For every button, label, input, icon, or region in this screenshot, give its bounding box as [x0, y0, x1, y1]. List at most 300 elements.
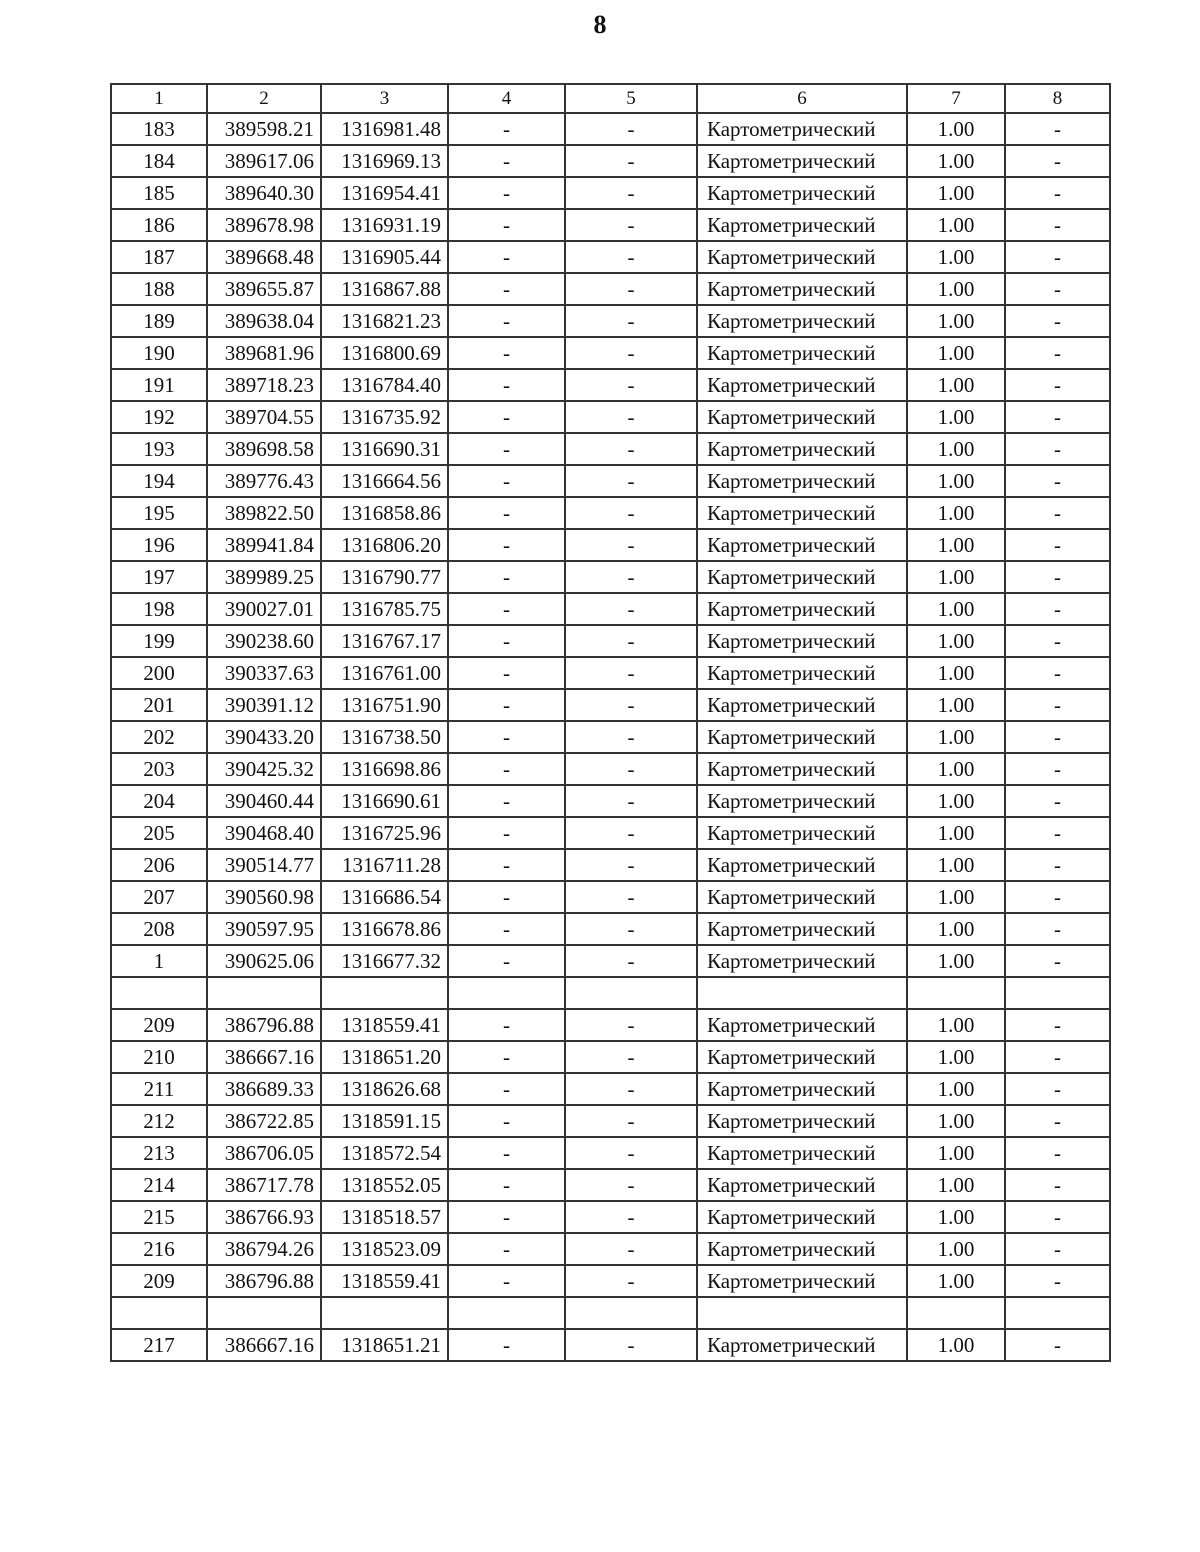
column-4-cell: -	[448, 625, 565, 657]
column-8-cell: -	[1005, 625, 1110, 657]
method-cell: Картометрический	[697, 561, 907, 593]
column-8-cell: -	[1005, 241, 1110, 273]
y-coordinate-cell: 1316767.17	[321, 625, 448, 657]
accuracy-cell: 1.00	[907, 785, 1005, 817]
method-cell: Картометрический	[697, 657, 907, 689]
column-8-cell	[1005, 977, 1110, 1009]
y-coordinate-cell: 1316931.19	[321, 209, 448, 241]
column-4-cell: -	[448, 1233, 565, 1265]
column-8-cell: -	[1005, 113, 1110, 145]
method-cell	[697, 977, 907, 1009]
x-coordinate-cell: 390460.44	[207, 785, 321, 817]
accuracy-cell: 1.00	[907, 849, 1005, 881]
y-coordinate-cell: 1318572.54	[321, 1137, 448, 1169]
column-4-cell: -	[448, 497, 565, 529]
method-cell: Картометрический	[697, 113, 907, 145]
point-number-cell: 204	[111, 785, 207, 817]
column-4-cell: -	[448, 113, 565, 145]
method-cell: Картометрический	[697, 209, 907, 241]
x-coordinate-cell: 386794.26	[207, 1233, 321, 1265]
point-number-cell	[111, 1297, 207, 1329]
table-row	[111, 561, 1110, 593]
table-row	[111, 497, 1110, 529]
accuracy-cell: 1.00	[907, 1041, 1005, 1073]
column-5-cell: -	[565, 465, 697, 497]
table-row	[111, 817, 1110, 849]
point-number-cell: 211	[111, 1073, 207, 1105]
accuracy-cell: 1.00	[907, 1009, 1005, 1041]
accuracy-cell: 1.00	[907, 113, 1005, 145]
x-coordinate-cell: 386717.78	[207, 1169, 321, 1201]
table-row	[111, 1137, 1110, 1169]
table-row	[111, 1329, 1110, 1361]
method-cell: Картометрический	[697, 465, 907, 497]
column-5-cell: -	[565, 1073, 697, 1105]
table-row	[111, 1105, 1110, 1137]
table-row	[111, 913, 1110, 945]
column-8-cell: -	[1005, 209, 1110, 241]
column-4-cell: -	[448, 465, 565, 497]
column-5-cell: -	[565, 849, 697, 881]
x-coordinate-cell: 390625.06	[207, 945, 321, 977]
x-coordinate-cell: 386722.85	[207, 1105, 321, 1137]
y-coordinate-cell: 1316905.44	[321, 241, 448, 273]
point-number-cell: 209	[111, 1265, 207, 1297]
column-5-cell: -	[565, 241, 697, 273]
x-coordinate-cell: 390433.20	[207, 721, 321, 753]
column-4-cell: -	[448, 689, 565, 721]
column-8-cell: -	[1005, 497, 1110, 529]
x-coordinate-cell: 390514.77	[207, 849, 321, 881]
column-4-cell: -	[448, 1073, 565, 1105]
accuracy-cell: 1.00	[907, 1105, 1005, 1137]
column-5-cell: -	[565, 881, 697, 913]
column-header: 2	[207, 84, 321, 113]
x-coordinate-cell: 389822.50	[207, 497, 321, 529]
table-row	[111, 529, 1110, 561]
x-coordinate-cell: 390337.63	[207, 657, 321, 689]
column-header: 6	[697, 84, 907, 113]
y-coordinate-cell: 1316677.32	[321, 945, 448, 977]
x-coordinate-cell: 389668.48	[207, 241, 321, 273]
point-number-cell: 217	[111, 1329, 207, 1361]
accuracy-cell: 1.00	[907, 817, 1005, 849]
accuracy-cell: 1.00	[907, 145, 1005, 177]
column-5-cell: -	[565, 369, 697, 401]
method-cell: Картометрический	[697, 529, 907, 561]
column-5-cell: -	[565, 145, 697, 177]
point-number-cell: 202	[111, 721, 207, 753]
point-number-cell: 193	[111, 433, 207, 465]
column-5-cell: -	[565, 657, 697, 689]
y-coordinate-cell: 1318591.15	[321, 1105, 448, 1137]
x-coordinate-cell: 389638.04	[207, 305, 321, 337]
column-8-cell: -	[1005, 1169, 1110, 1201]
y-coordinate-cell: 1316686.54	[321, 881, 448, 913]
column-header: 1	[111, 84, 207, 113]
point-number-cell: 184	[111, 145, 207, 177]
point-number-cell: 195	[111, 497, 207, 529]
column-4-cell: -	[448, 1009, 565, 1041]
table-row	[111, 1073, 1110, 1105]
column-8-cell: -	[1005, 1073, 1110, 1105]
column-5-cell: -	[565, 209, 697, 241]
column-8-cell: -	[1005, 753, 1110, 785]
accuracy-cell: 1.00	[907, 177, 1005, 209]
column-5-cell: -	[565, 113, 697, 145]
y-coordinate-cell	[321, 1297, 448, 1329]
column-4-cell: -	[448, 785, 565, 817]
point-number-cell: 1	[111, 945, 207, 977]
table-row	[111, 145, 1110, 177]
column-5-cell: -	[565, 497, 697, 529]
method-cell: Картометрический	[697, 1073, 907, 1105]
column-4-cell: -	[448, 945, 565, 977]
accuracy-cell: 1.00	[907, 561, 1005, 593]
point-number-cell: 192	[111, 401, 207, 433]
x-coordinate-cell: 386796.88	[207, 1265, 321, 1297]
method-cell: Картометрический	[697, 625, 907, 657]
method-cell: Картометрический	[697, 337, 907, 369]
column-8-cell: -	[1005, 561, 1110, 593]
point-number-cell: 199	[111, 625, 207, 657]
method-cell: Картометрический	[697, 433, 907, 465]
column-8-cell: -	[1005, 337, 1110, 369]
y-coordinate-cell: 1316784.40	[321, 369, 448, 401]
column-8-cell: -	[1005, 1009, 1110, 1041]
accuracy-cell: 1.00	[907, 945, 1005, 977]
coordinates-table	[110, 83, 1111, 1362]
method-cell: Картометрический	[697, 1201, 907, 1233]
column-4-cell	[448, 977, 565, 1009]
column-4-cell: -	[448, 913, 565, 945]
point-number-cell: 188	[111, 273, 207, 305]
accuracy-cell: 1.00	[907, 497, 1005, 529]
column-4-cell: -	[448, 1137, 565, 1169]
point-number-cell: 201	[111, 689, 207, 721]
table-row	[111, 593, 1110, 625]
accuracy-cell: 1.00	[907, 465, 1005, 497]
x-coordinate-cell: 389698.58	[207, 433, 321, 465]
accuracy-cell: 1.00	[907, 305, 1005, 337]
accuracy-cell: 1.00	[907, 1329, 1005, 1361]
y-coordinate-cell: 1316678.86	[321, 913, 448, 945]
column-8-cell: -	[1005, 1201, 1110, 1233]
x-coordinate-cell: 389718.23	[207, 369, 321, 401]
method-cell: Картометрический	[697, 721, 907, 753]
table-row	[111, 273, 1110, 305]
column-8-cell: -	[1005, 401, 1110, 433]
x-coordinate-cell: 390425.32	[207, 753, 321, 785]
y-coordinate-cell: 1318523.09	[321, 1233, 448, 1265]
y-coordinate-cell: 1316790.77	[321, 561, 448, 593]
y-coordinate-cell: 1316698.86	[321, 753, 448, 785]
column-4-cell: -	[448, 241, 565, 273]
column-5-cell: -	[565, 817, 697, 849]
table-row	[111, 657, 1110, 689]
column-4-cell: -	[448, 1041, 565, 1073]
method-cell: Картометрический	[697, 881, 907, 913]
y-coordinate-cell: 1316981.48	[321, 113, 448, 145]
column-8-cell: -	[1005, 1233, 1110, 1265]
column-5-cell: -	[565, 1265, 697, 1297]
point-number-cell: 208	[111, 913, 207, 945]
y-coordinate-cell: 1318552.05	[321, 1169, 448, 1201]
column-4-cell: -	[448, 721, 565, 753]
y-coordinate-cell: 1316738.50	[321, 721, 448, 753]
column-5-cell: -	[565, 1009, 697, 1041]
x-coordinate-cell: 386667.16	[207, 1329, 321, 1361]
y-coordinate-cell: 1316800.69	[321, 337, 448, 369]
x-coordinate-cell: 390597.95	[207, 913, 321, 945]
column-5-cell: -	[565, 337, 697, 369]
y-coordinate-cell: 1316867.88	[321, 273, 448, 305]
column-5-cell: -	[565, 753, 697, 785]
point-number-cell: 185	[111, 177, 207, 209]
column-5-cell: -	[565, 177, 697, 209]
point-number-cell: 189	[111, 305, 207, 337]
point-number-cell: 197	[111, 561, 207, 593]
y-coordinate-cell: 1316821.23	[321, 305, 448, 337]
page-number: 8	[593, 10, 607, 39]
method-cell: Картометрический	[697, 689, 907, 721]
y-coordinate-cell: 1316751.90	[321, 689, 448, 721]
table-row	[111, 945, 1110, 977]
y-coordinate-cell: 1318651.21	[321, 1329, 448, 1361]
column-8-cell: -	[1005, 817, 1110, 849]
column-4-cell: -	[448, 849, 565, 881]
accuracy-cell: 1.00	[907, 529, 1005, 561]
method-cell: Картометрический	[697, 401, 907, 433]
point-number-cell: 212	[111, 1105, 207, 1137]
column-8-cell: -	[1005, 945, 1110, 977]
table-row	[111, 305, 1110, 337]
point-number-cell: 205	[111, 817, 207, 849]
accuracy-cell: 1.00	[907, 1265, 1005, 1297]
column-4-cell: -	[448, 273, 565, 305]
accuracy-cell: 1.00	[907, 881, 1005, 913]
column-8-cell: -	[1005, 145, 1110, 177]
accuracy-cell	[907, 1297, 1005, 1329]
y-coordinate-cell: 1316785.75	[321, 593, 448, 625]
point-number-cell: 183	[111, 113, 207, 145]
column-4-cell: -	[448, 369, 565, 401]
accuracy-cell: 1.00	[907, 241, 1005, 273]
point-number-cell: 214	[111, 1169, 207, 1201]
table-row	[111, 465, 1110, 497]
method-cell: Картометрический	[697, 945, 907, 977]
y-coordinate-cell: 1316725.96	[321, 817, 448, 849]
accuracy-cell: 1.00	[907, 625, 1005, 657]
x-coordinate-cell: 389989.25	[207, 561, 321, 593]
column-5-cell: -	[565, 785, 697, 817]
column-header: 3	[321, 84, 448, 113]
column-8-cell: -	[1005, 721, 1110, 753]
x-coordinate-cell: 390468.40	[207, 817, 321, 849]
point-number-cell: 203	[111, 753, 207, 785]
y-coordinate-cell: 1316761.00	[321, 657, 448, 689]
column-4-cell: -	[448, 209, 565, 241]
table-row	[111, 881, 1110, 913]
y-coordinate-cell: 1318518.57	[321, 1201, 448, 1233]
method-cell: Картометрический	[697, 817, 907, 849]
column-5-cell: -	[565, 433, 697, 465]
point-number-cell: 198	[111, 593, 207, 625]
table-row	[111, 721, 1110, 753]
method-cell: Картометрический	[697, 1009, 907, 1041]
method-cell: Картометрический	[697, 497, 907, 529]
column-header: 8	[1005, 84, 1110, 113]
x-coordinate-cell: 390560.98	[207, 881, 321, 913]
accuracy-cell: 1.00	[907, 1233, 1005, 1265]
y-coordinate-cell: 1316690.61	[321, 785, 448, 817]
column-5-cell: -	[565, 1041, 697, 1073]
column-5-cell: -	[565, 305, 697, 337]
x-coordinate-cell	[207, 977, 321, 1009]
x-coordinate-cell: 386667.16	[207, 1041, 321, 1073]
y-coordinate-cell: 1318559.41	[321, 1265, 448, 1297]
column-8-cell: -	[1005, 593, 1110, 625]
point-number-cell: 207	[111, 881, 207, 913]
x-coordinate-cell: 389704.55	[207, 401, 321, 433]
accuracy-cell: 1.00	[907, 1169, 1005, 1201]
column-5-cell	[565, 1297, 697, 1329]
method-cell: Картометрический	[697, 177, 907, 209]
x-coordinate-cell: 389655.87	[207, 273, 321, 305]
column-8-cell: -	[1005, 881, 1110, 913]
table-row	[111, 1201, 1110, 1233]
accuracy-cell: 1.00	[907, 753, 1005, 785]
x-coordinate-cell: 389776.43	[207, 465, 321, 497]
table-row	[111, 1297, 1110, 1329]
table-row	[111, 1233, 1110, 1265]
accuracy-cell: 1.00	[907, 433, 1005, 465]
method-cell	[697, 1297, 907, 1329]
column-5-cell: -	[565, 945, 697, 977]
column-8-cell: -	[1005, 1041, 1110, 1073]
accuracy-cell: 1.00	[907, 369, 1005, 401]
x-coordinate-cell: 386706.05	[207, 1137, 321, 1169]
method-cell: Картометрический	[697, 1169, 907, 1201]
column-8-cell: -	[1005, 433, 1110, 465]
table-row	[111, 337, 1110, 369]
column-4-cell: -	[448, 401, 565, 433]
method-cell: Картометрический	[697, 1233, 907, 1265]
column-4-cell: -	[448, 1201, 565, 1233]
column-8-cell: -	[1005, 913, 1110, 945]
table-row	[111, 689, 1110, 721]
point-number-cell	[111, 977, 207, 1009]
accuracy-cell: 1.00	[907, 1073, 1005, 1105]
column-4-cell: -	[448, 753, 565, 785]
method-cell: Картометрический	[697, 1329, 907, 1361]
column-8-cell	[1005, 1297, 1110, 1329]
column-4-cell: -	[448, 177, 565, 209]
column-5-cell: -	[565, 1233, 697, 1265]
y-coordinate-cell: 1318626.68	[321, 1073, 448, 1105]
column-5-cell: -	[565, 689, 697, 721]
table-row	[111, 1169, 1110, 1201]
y-coordinate-cell: 1316735.92	[321, 401, 448, 433]
table-row	[111, 113, 1110, 145]
column-5-cell: -	[565, 913, 697, 945]
point-number-cell: 190	[111, 337, 207, 369]
point-number-cell: 186	[111, 209, 207, 241]
x-coordinate-cell: 386689.33	[207, 1073, 321, 1105]
y-coordinate-cell: 1316711.28	[321, 849, 448, 881]
accuracy-cell: 1.00	[907, 593, 1005, 625]
column-4-cell: -	[448, 1329, 565, 1361]
accuracy-cell: 1.00	[907, 273, 1005, 305]
y-coordinate-cell: 1316858.86	[321, 497, 448, 529]
column-5-cell: -	[565, 593, 697, 625]
method-cell: Картометрический	[697, 785, 907, 817]
x-coordinate-cell: 390391.12	[207, 689, 321, 721]
method-cell: Картометрический	[697, 273, 907, 305]
table-row	[111, 1009, 1110, 1041]
column-8-cell: -	[1005, 529, 1110, 561]
column-8-cell: -	[1005, 465, 1110, 497]
method-cell: Картометрический	[697, 145, 907, 177]
table-body	[111, 84, 1110, 1361]
point-number-cell: 191	[111, 369, 207, 401]
column-4-cell: -	[448, 817, 565, 849]
table-row	[111, 177, 1110, 209]
column-8-cell: -	[1005, 1265, 1110, 1297]
x-coordinate-cell: 389941.84	[207, 529, 321, 561]
column-5-cell: -	[565, 1137, 697, 1169]
accuracy-cell: 1.00	[907, 689, 1005, 721]
column-4-cell: -	[448, 561, 565, 593]
method-cell: Картометрический	[697, 1041, 907, 1073]
y-coordinate-cell: 1316664.56	[321, 465, 448, 497]
column-5-cell: -	[565, 1105, 697, 1137]
table-row	[111, 433, 1110, 465]
accuracy-cell: 1.00	[907, 401, 1005, 433]
column-header: 4	[448, 84, 565, 113]
point-number-cell: 213	[111, 1137, 207, 1169]
column-4-cell: -	[448, 529, 565, 561]
method-cell: Картометрический	[697, 753, 907, 785]
point-number-cell: 200	[111, 657, 207, 689]
x-coordinate-cell: 390027.01	[207, 593, 321, 625]
column-header: 5	[565, 84, 697, 113]
column-4-cell: -	[448, 881, 565, 913]
column-5-cell: -	[565, 273, 697, 305]
method-cell: Картометрический	[697, 305, 907, 337]
column-8-cell: -	[1005, 1105, 1110, 1137]
table-row	[111, 209, 1110, 241]
x-coordinate-cell: 389617.06	[207, 145, 321, 177]
point-number-cell: 215	[111, 1201, 207, 1233]
column-4-cell: -	[448, 1105, 565, 1137]
column-5-cell: -	[565, 529, 697, 561]
column-8-cell: -	[1005, 369, 1110, 401]
table-row	[111, 1041, 1110, 1073]
method-cell: Картометрический	[697, 593, 907, 625]
table-row	[111, 625, 1110, 657]
x-coordinate-cell: 389678.98	[207, 209, 321, 241]
y-coordinate-cell: 1316954.41	[321, 177, 448, 209]
table-row	[111, 1265, 1110, 1297]
column-4-cell: -	[448, 1169, 565, 1201]
column-8-cell: -	[1005, 1329, 1110, 1361]
method-cell: Картометрический	[697, 849, 907, 881]
accuracy-cell: 1.00	[907, 1201, 1005, 1233]
column-8-cell: -	[1005, 1137, 1110, 1169]
method-cell: Картометрический	[697, 1137, 907, 1169]
y-coordinate-cell: 1316969.13	[321, 145, 448, 177]
